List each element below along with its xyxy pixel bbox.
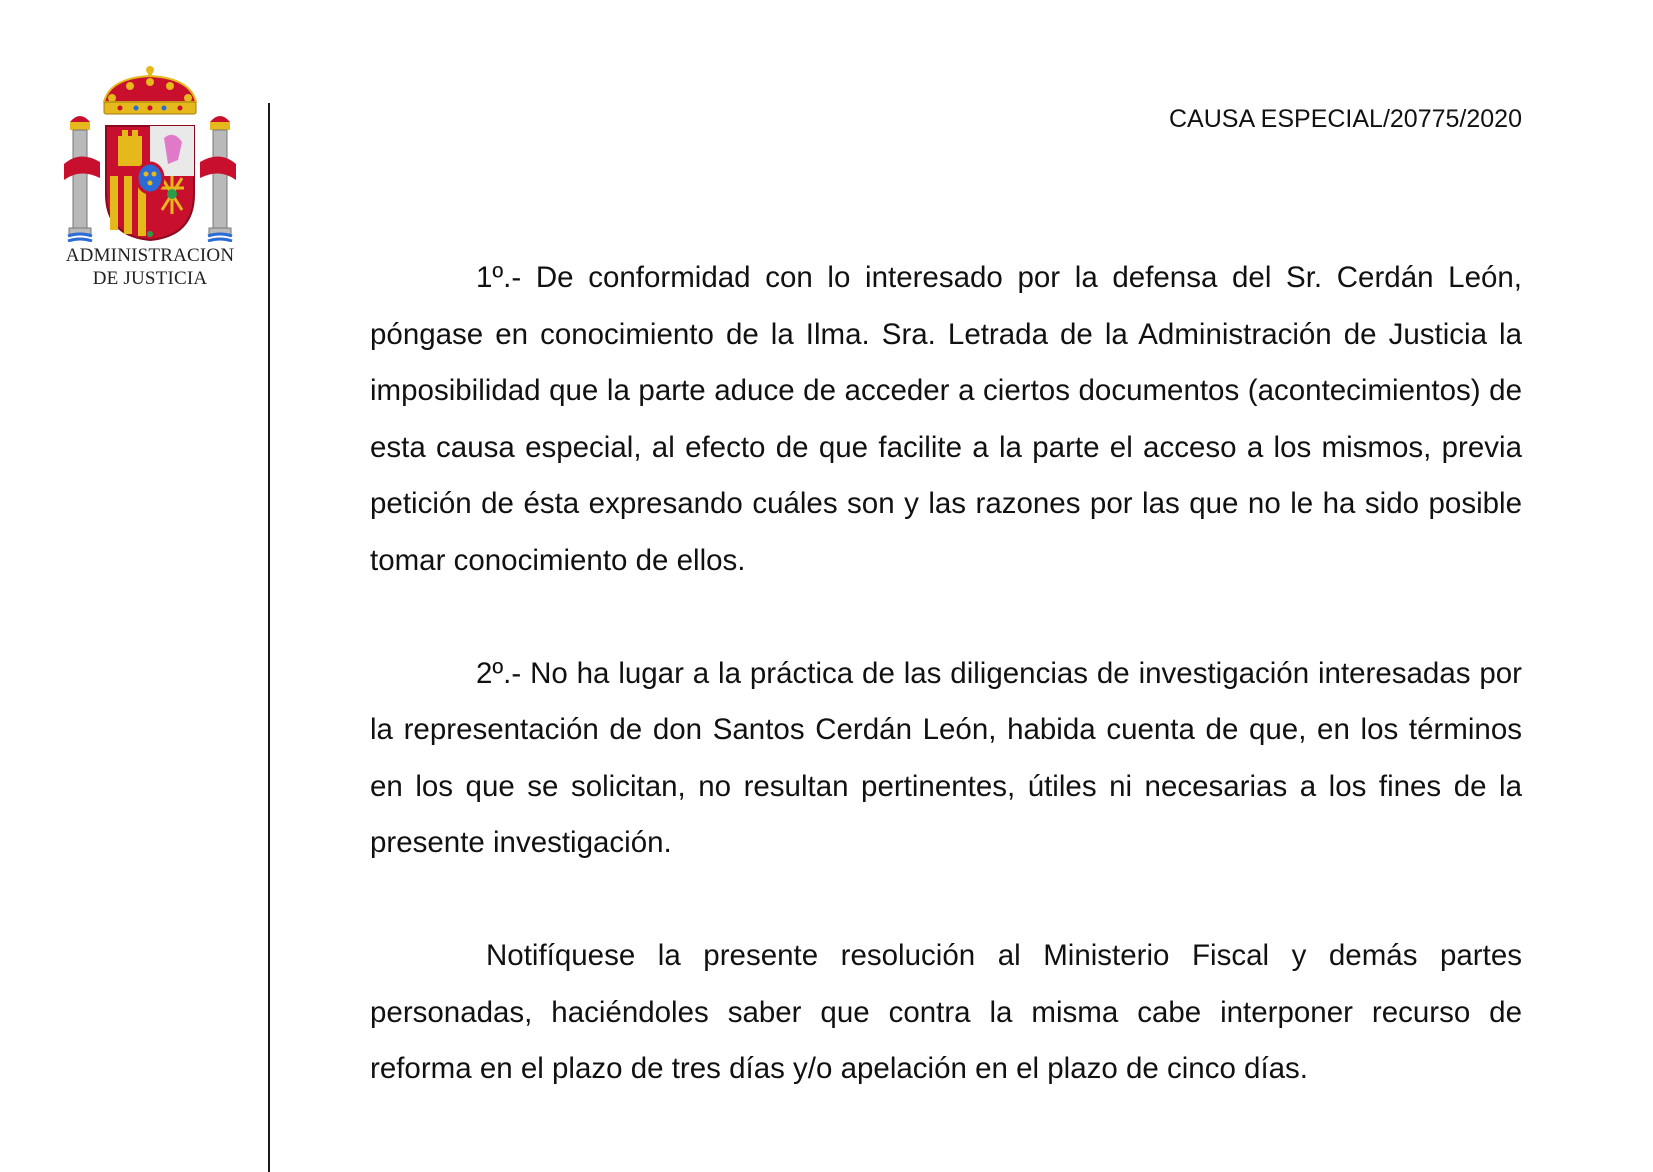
paragraph-1: 1º.- De conformidad con lo interesado por la defensa del Sr. Cerdán León, póngase en conocimiento de la Ilma. Sra. Letrada de la Administración de Justicia la imposibilidad que la parte aduce de acceder a ciertos documentos (acontecimientos) de esta causa especial, al efecto de que facilite a la parte el acceso a los mismos, previa petición de ésta expresando cuáles son y las razones por las que no le ha sido posible tomar conocimiento de ellos. xyxy=(370,261,1522,577)
vertical-rule xyxy=(268,103,270,1172)
document-body xyxy=(370,250,1522,1098)
logo-text xyxy=(60,244,240,290)
justice-administration-logo xyxy=(60,64,240,290)
logo-text-line-1: ADMINISTRACION xyxy=(65,245,235,266)
paragraph-2: 2º.- No ha lugar a la práctica de las diligencias de investigación interesadas por la representación de don Santos Cerdán León, habida cuenta de que, en los términos en los que se solicitan, no resultan pertinentes, útiles ni necesarias a los fines de la presente investigación. xyxy=(370,656,1522,859)
paragraph-notification: Notifíquese la presente resolución al Ministerio Fiscal y demás partes personadas, haciéndoles saber que contra la misma cabe interponer recurso de reforma en el plazo de tres días y/o apelación en el plazo de cinco días. xyxy=(370,939,1522,1085)
case-reference: CAUSA ESPECIAL/20775/2020 xyxy=(1168,105,1522,133)
coat-of-arms-icon xyxy=(60,64,240,242)
logo-text-line-2: DE JUSTICIA xyxy=(92,268,208,289)
